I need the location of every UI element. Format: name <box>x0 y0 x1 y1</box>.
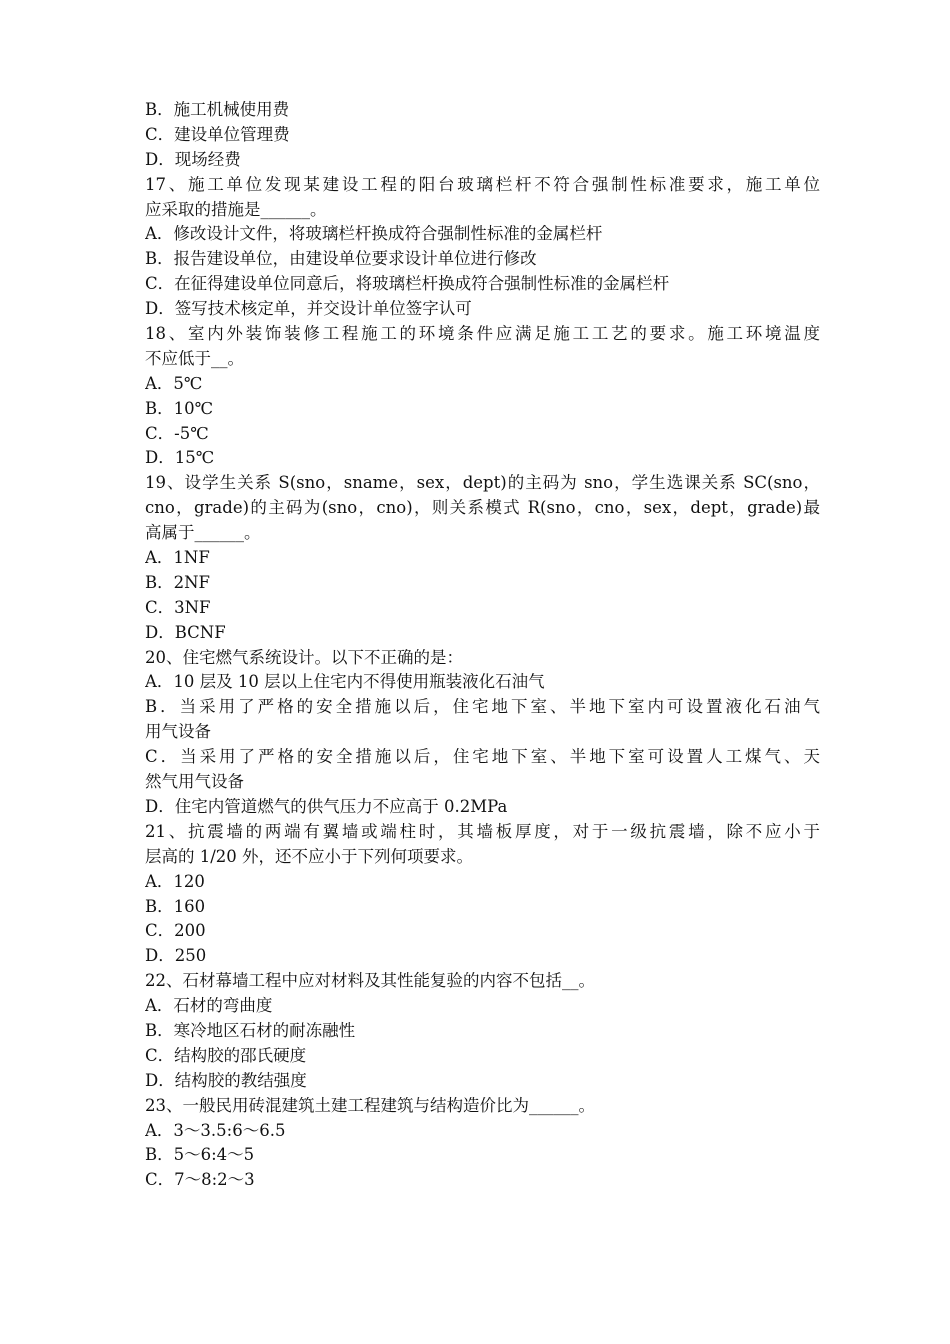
option-line: B．当采用了严格的安全措施以后，住宅地下室、半地下室内可设置液化石油气 <box>145 697 820 717</box>
option-line: A．120 <box>145 871 205 891</box>
option-line: B．10℃ <box>145 398 214 418</box>
option-line: C．在征得建设单位同意后，将玻璃栏杆换成符合强制性标准的金属栏杆 <box>145 274 670 294</box>
option-line-continued: 用气设备 <box>145 722 211 742</box>
option-line: C．-5℃ <box>145 423 209 443</box>
option-line: B．寒冷地区石材的耐冻融性 <box>145 1020 356 1040</box>
question-23-line-1: 23、一般民用砖混建筑土建工程建筑与结构造价比为______。 <box>145 1095 595 1115</box>
option-line: B．160 <box>145 896 206 916</box>
option-line: A．10 层及 10 层以上住宅内不得使用瓶装液化石油气 <box>145 672 545 692</box>
option-line: D．BCNF <box>145 622 226 642</box>
option-line: D．250 <box>145 946 207 966</box>
option-line: A．修改设计文件，将玻璃栏杆换成符合强制性标准的金属栏杆 <box>145 224 603 244</box>
option-line: A．5℃ <box>145 373 203 393</box>
option-line: C．3NF <box>145 597 211 617</box>
option-line: A．3～3.5:6～6.5 <box>145 1120 286 1140</box>
option-line-continued: 然气用气设备 <box>145 772 244 792</box>
question-18-line-1: 18、室内外装饰装修工程施工的环境条件应满足施工工艺的要求。施工环境温度 <box>145 324 820 344</box>
option-line: D．结构胶的教结强度 <box>145 1070 307 1090</box>
question-17-line-2: 应采取的措施是______。 <box>145 199 327 219</box>
question-21-line-2: 层高的 1/20 外，还不应小于下列何项要求。 <box>145 846 474 866</box>
question-17-line-1: 17、施工单位发现某建设工程的阳台玻璃栏杆不符合强制性标准要求，施工单位 <box>145 174 820 194</box>
option-line: A．石材的弯曲度 <box>145 996 273 1016</box>
option-line: D．住宅内管道燃气的供气压力不应高于 0.2MPa <box>145 796 508 816</box>
option-line: B．施工机械使用费 <box>145 100 290 119</box>
option-line: C．7～8:2～3 <box>145 1170 255 1190</box>
document-page <box>145 98 820 1193</box>
option-line: D．签写技术核定单，并交设计单位签字认可 <box>145 299 472 319</box>
option-line: B．2NF <box>145 572 211 592</box>
option-line: D．15℃ <box>145 448 215 468</box>
question-19-line-1: 19、设学生关系 S(sno，sname，sex，dept)的主码为 sno，学生选课关系 SC(sno， <box>145 473 820 493</box>
question-21-line-1: 21、抗震墙的两端有翼墙或端柱时，其墙板厚度，对于一级抗震墙，除不应小于 <box>145 821 820 841</box>
option-line: B．报告建设单位，由建设单位要求设计单位进行修改 <box>145 249 537 269</box>
option-line: C．当采用了严格的安全措施以后，住宅地下室、半地下室可设置人工煤气、天 <box>145 747 820 767</box>
question-22-line-1: 22、石材幕墙工程中应对材料及其性能复验的内容不包括__。 <box>145 971 595 991</box>
question-20-line-1: 20、住宅燃气系统设计。以下不正确的是： <box>145 647 463 667</box>
option-line: C．200 <box>145 921 206 941</box>
option-line: D．现场经费 <box>145 149 241 169</box>
question-19-line-2: cno，grade)的主码为(sno，cno)，则关系模式 R(sno，cno，sex，dept，grade)最 <box>145 498 820 518</box>
option-line: A．1NF <box>145 548 210 568</box>
option-line: C．结构胶的邵氏硬度 <box>145 1045 307 1065</box>
option-line: C．建设单位管理费 <box>145 124 290 144</box>
question-18-line-2: 不应低于__。 <box>145 348 244 368</box>
option-line: B．5～6:4～5 <box>145 1145 255 1165</box>
question-19-line-3: 高属于______。 <box>145 523 261 543</box>
